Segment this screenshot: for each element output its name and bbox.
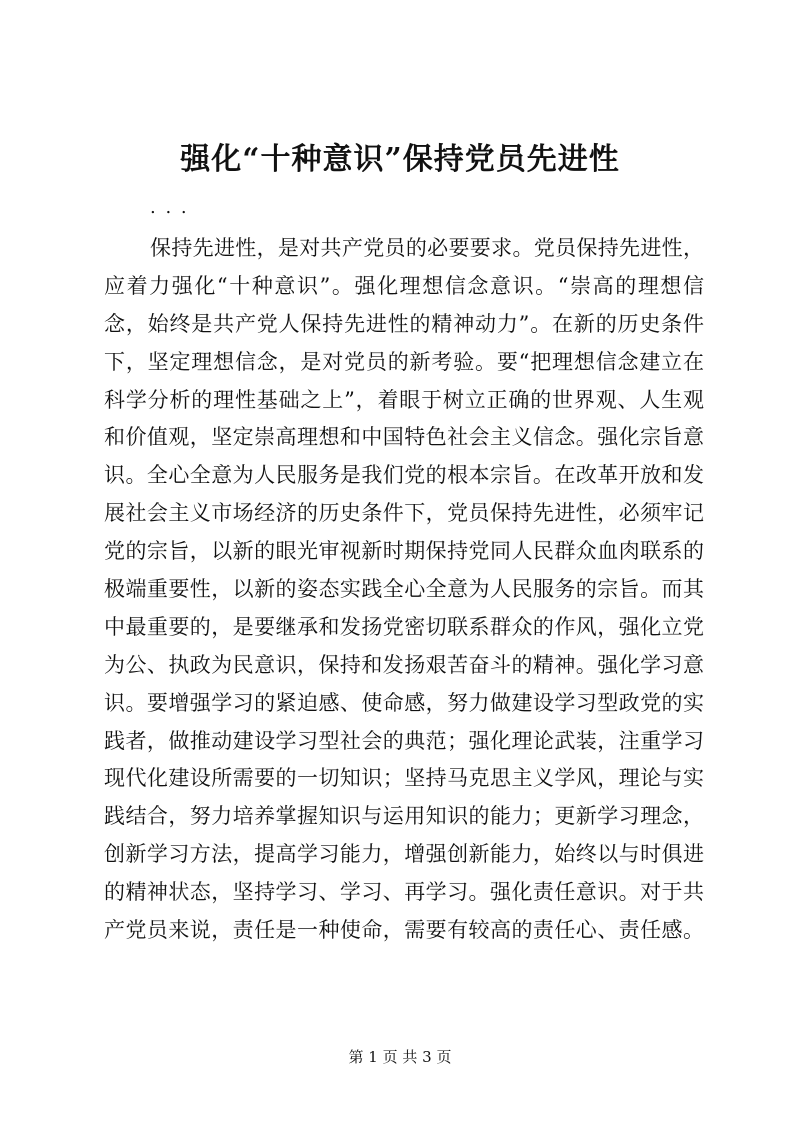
text-line: 党的宗旨，以新的眼光审视新时期保持党同人民群众血肉联系的 bbox=[104, 539, 704, 564]
text-line: 践结合，努力培养掌握知识与运用知识的能力；更新学习理念， bbox=[104, 804, 704, 829]
text-line: 识。要增强学习的紧迫感、使命感，努力做建设学习型政党的实 bbox=[104, 690, 704, 715]
text-line: 展社会主义市场经济的历史条件下，党员保持先进性，必须牢记 bbox=[104, 501, 704, 526]
text-line: 保持先进性，是对共产党员的必要要求。党员保持先进性， bbox=[150, 236, 704, 260]
text-line: 极端重要性，以新的姿态实践全心全意为人民服务的宗旨。而其 bbox=[104, 577, 704, 602]
text-line: 应着力强化“十种意识”。强化理想信念意识。“崇高的理想信 bbox=[104, 273, 704, 298]
text-line: 识。全心全意为人民服务是我们党的根本宗旨。在改革开放和发 bbox=[104, 463, 704, 488]
text-line: 和价值观，坚定崇高理想和中国特色社会主义信念。强化宗旨意 bbox=[104, 425, 704, 450]
ellipsis-marker: . . . bbox=[150, 197, 189, 218]
text-line: 中最重要的，是要继承和发扬党密切联系群众的作风，强化立党 bbox=[104, 614, 704, 639]
text-line: 创新学习方法，提高学习能力，增强创新能力，始终以与时俱进 bbox=[104, 842, 704, 867]
text-line: 的精神状态，坚持学习、学习、再学习。强化责任意识。对于共 bbox=[104, 880, 704, 905]
text-line: 现代化建设所需要的一切知识；坚持马克思主义学风，理论与实 bbox=[104, 766, 704, 791]
body-paragraph bbox=[104, 230, 704, 950]
text-line: 为公、执政为民意识，保持和发扬艰苦奋斗的精神。强化学习意 bbox=[104, 652, 704, 677]
page-footer: 第 1 页 共 3 页 bbox=[348, 1048, 452, 1066]
text-line: 下，坚定理想信念，是对党员的新考验。要“把理想信念建立在 bbox=[104, 349, 704, 374]
document-title: 强化“十种意识”保持党员先进性 bbox=[180, 142, 620, 177]
text-line: 产党员来说，责任是一种使命，需要有较高的责任心、责任感。 bbox=[104, 918, 704, 943]
text-line: 念，始终是共产党人保持先进性的精神动力”。在新的历史条件 bbox=[104, 311, 704, 336]
text-line: 践者，做推动建设学习型社会的典范；强化理论武装，注重学习 bbox=[104, 728, 704, 753]
text-line: 科学分析的理性基础之上”，着眼于树立正确的世界观、人生观 bbox=[104, 387, 704, 412]
